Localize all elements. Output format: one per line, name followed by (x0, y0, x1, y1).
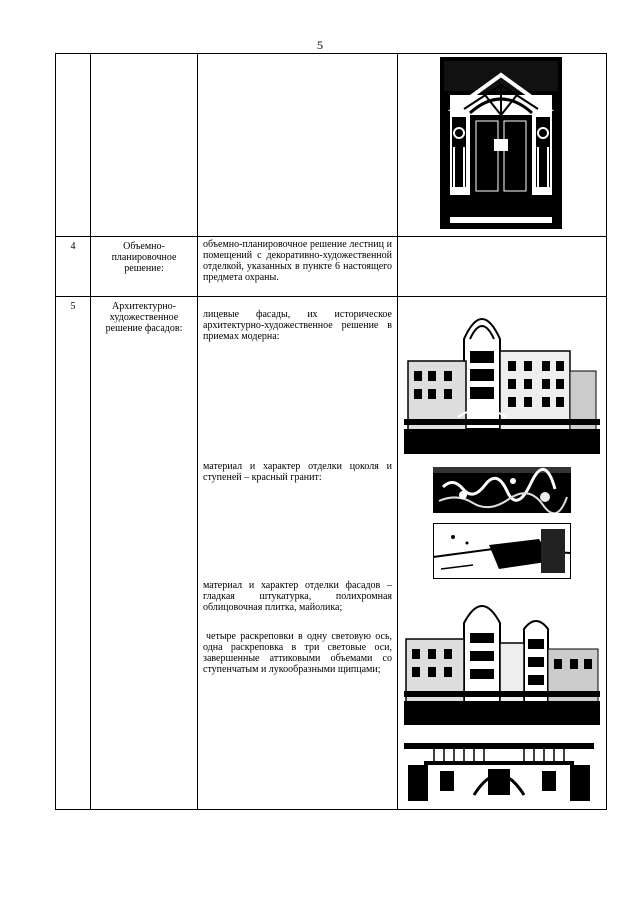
row-text-cell (198, 54, 398, 237)
granite-plinth-photo (433, 467, 571, 513)
row-text: объемно-планировочное решение лестниц и помещений с декоративно-художественной отделкой, указанных в пункте 6 настоящего предмета охраны. (203, 239, 392, 283)
granite-steps-photo (433, 523, 571, 579)
corner-building-photo (404, 299, 600, 454)
row-image-cell (398, 237, 607, 297)
row-number-cell (56, 54, 91, 237)
row-name-cell: Архитектурно-художественное решение фасадов: (91, 297, 198, 810)
row-text-cell (198, 297, 398, 810)
table-row (56, 237, 607, 297)
row-number-cell: 5 (56, 297, 91, 810)
row-text: материал и характер отделки фасадов – гладкая штукатурка, полихромная облицовочная плитка, майолика; (203, 580, 392, 613)
table-row (56, 54, 607, 237)
row-text-cell (198, 237, 398, 297)
facade-balcony-photo (404, 735, 594, 801)
facade-gables-photo (404, 593, 600, 725)
row-text: лицевые фасады, их историческое архитектурно-художественное решение в приемах модерна: (203, 309, 392, 342)
row-name-cell: Объемно-планировочное решение: (91, 237, 198, 297)
row-image-cell (398, 54, 607, 237)
row-number-cell: 4 (56, 237, 91, 297)
row-name-cell (91, 54, 198, 237)
row-image-cell (398, 297, 607, 810)
page-number: 5 (317, 38, 323, 52)
entrance-portal-photo (440, 57, 562, 229)
row-text: четыре раскреповки в одну световую ось, одна раскреповка в три световые оси, завершенные аттиковыми объемами со ступенчатым и лукообразными щипцами; (203, 631, 392, 675)
table-row (56, 297, 607, 810)
row-text: материал и характер отделки цоколя и ступеней – красный гранит: (203, 461, 392, 483)
protection-subject-table (55, 53, 607, 810)
